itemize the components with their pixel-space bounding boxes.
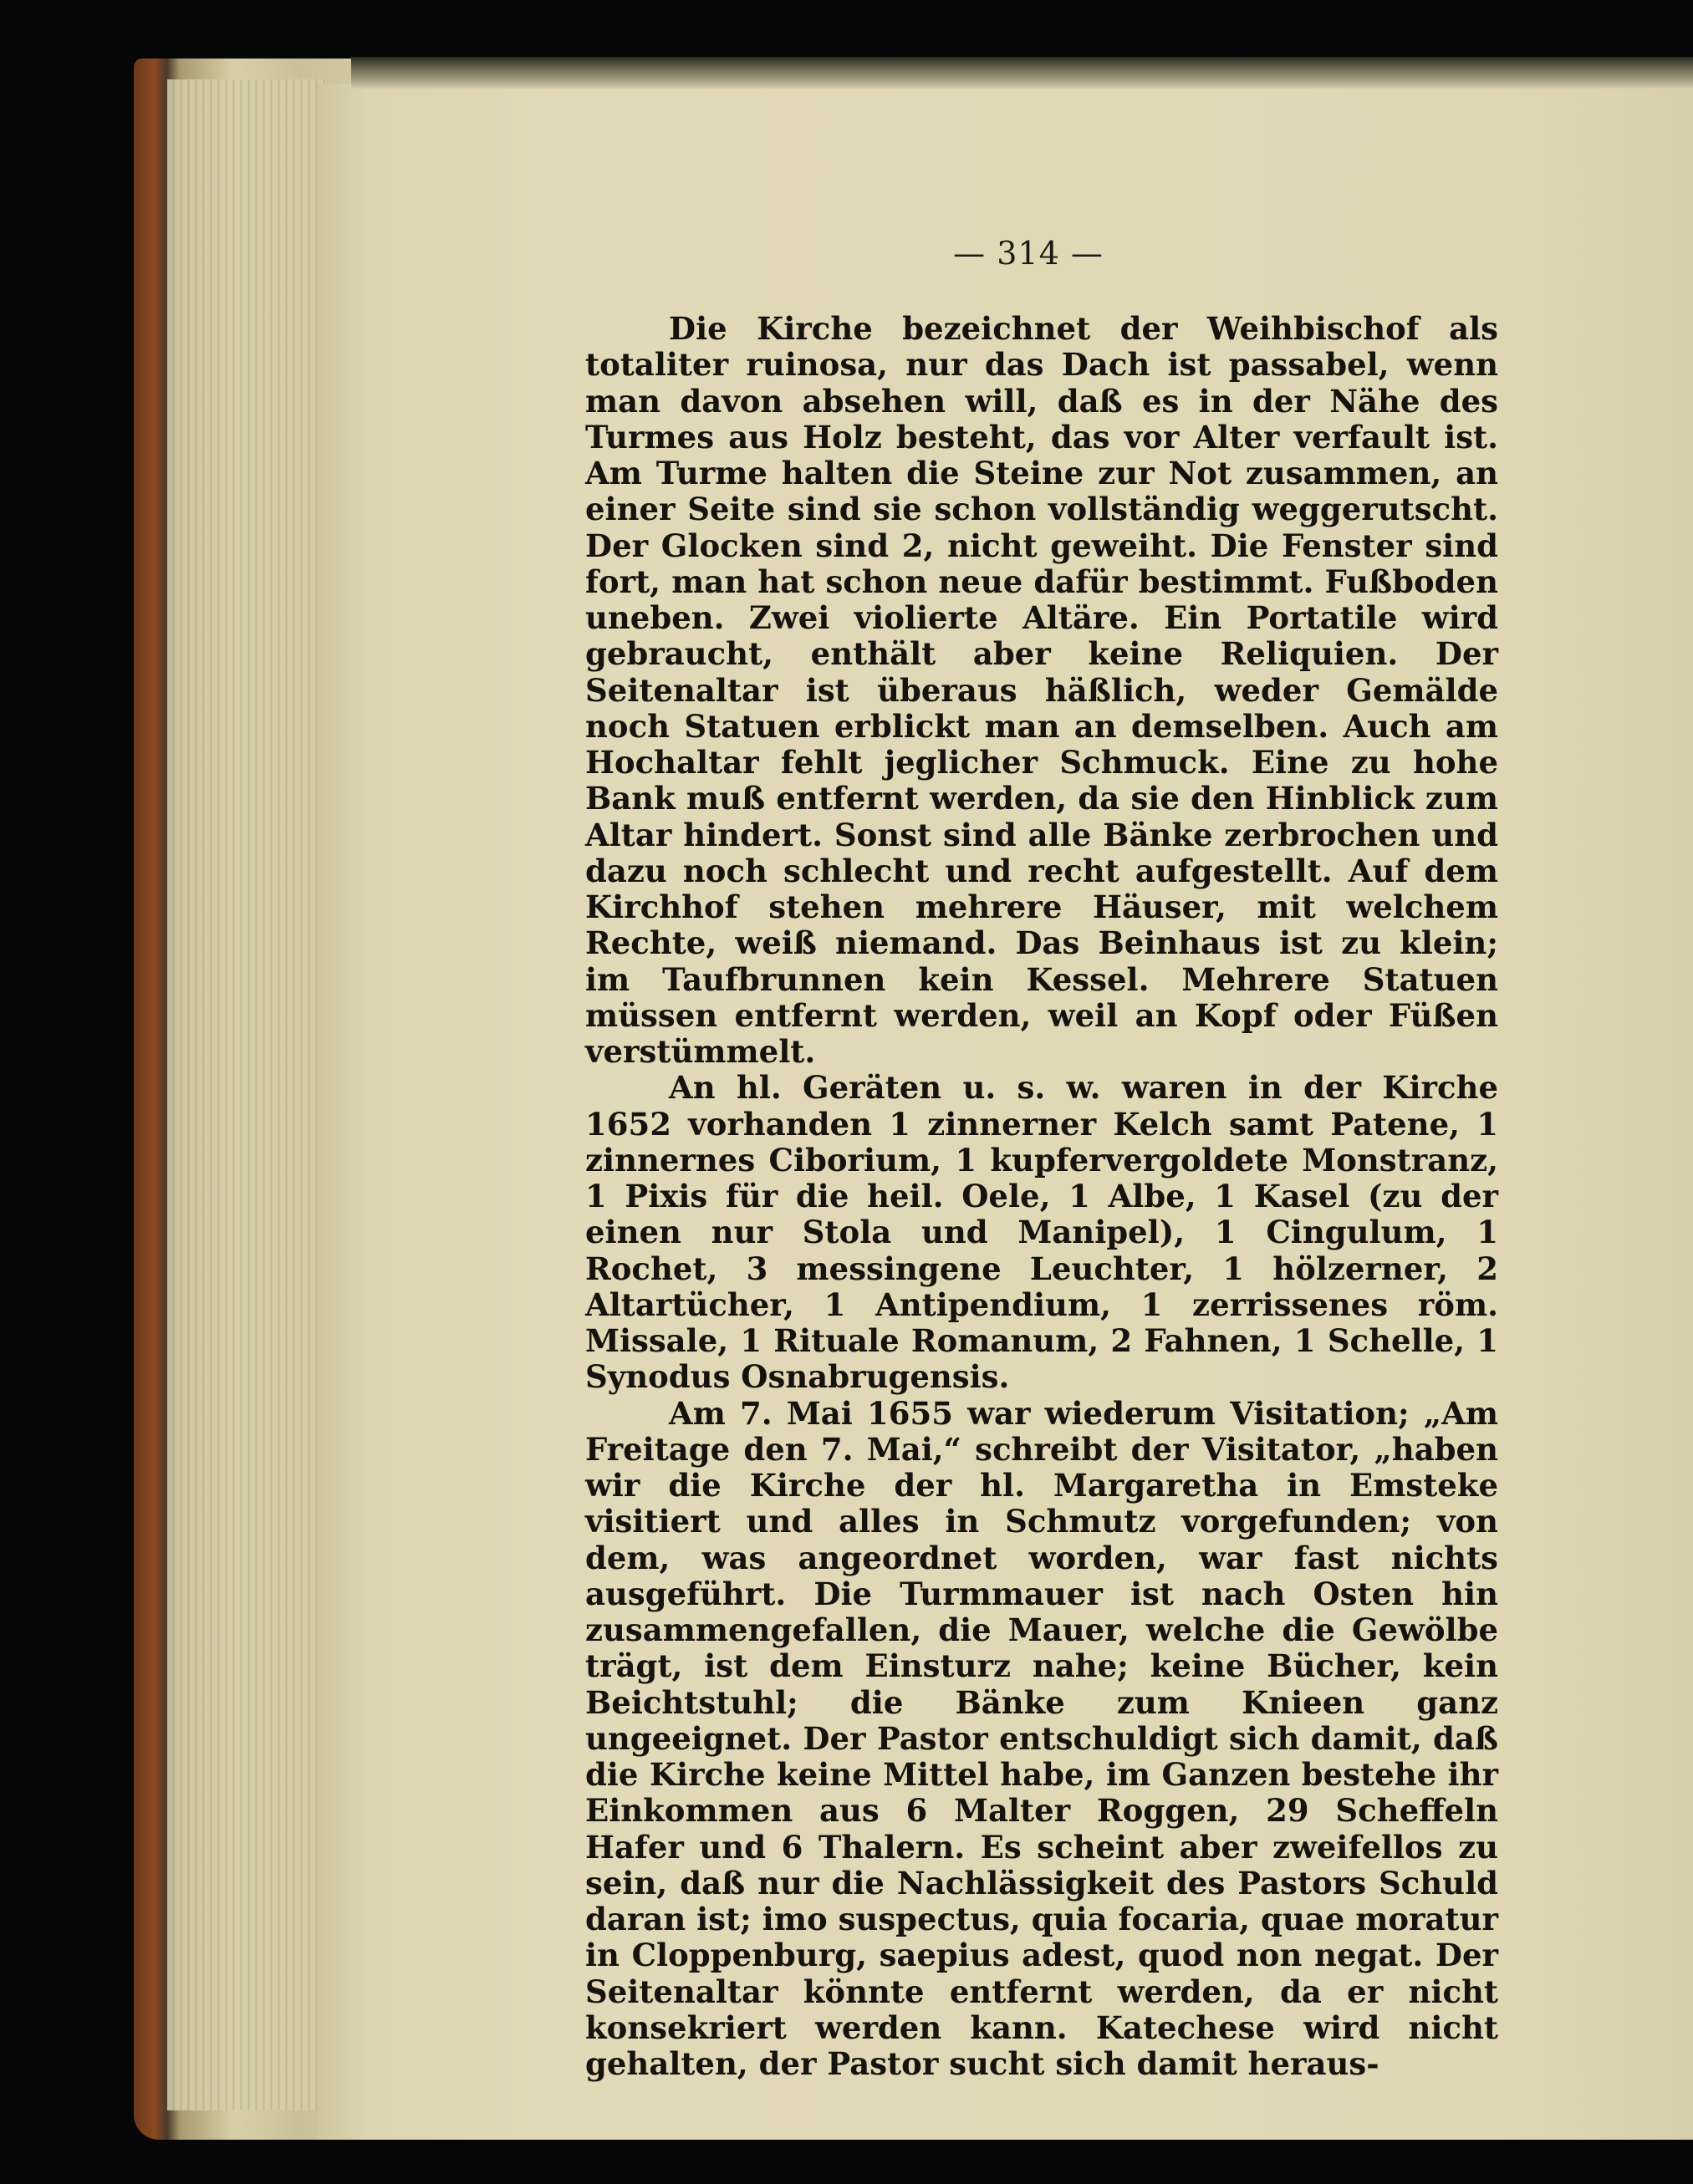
page-stack — [167, 79, 326, 2110]
body-text — [585, 311, 1498, 2082]
paragraph-2: An hl. Geräten u. s. w. waren in der Kirche 1652 vorhanden 1 zinnerner Kelch samt Patene, 1 zinnernes Ciborium, 1 kupfervergoldete Monstranz, 1 Pixis für die heil. Oele, 1 Albe, 1 Kasel (zu der einen nur Stola und Manipel), 1 Cingulum, 1 Rochet, 3 messingene Leuchter, 1 hölzerner, 2 Altartücher, 1 Antipendium, 1 zerrissenes röm. Missale, 1 Rituale Romanum, 2 Fahnen, 1 Schelle, 1 Synodus Osnabrugensis. — [585, 1069, 1498, 1396]
page-number: — 314 — — [953, 235, 1104, 272]
book-top-edge — [351, 57, 1693, 89]
paragraph-3: Am 7. Mai 1655 war wiederum Visitation; „Am Freitage den 7. Mai,“ schreibt der Visitator, „haben wir die Kirche der hl. Margaretha in Emsteke visitiert und alles in Schmutz vorgefunden; von dem, was angeordnet worden, war fast nichts ausgeführt. Die Turmmauer ist nach Osten hin zusammengefallen, die Mauer, welche die Gewölbe trägt, ist dem Einsturz nahe; keine Bücher, kein Beichtstuhl; die Bänke zum Knieen ganz ungeeignet. Der Pastor entschuldigt sich damit, daß die Kirche keine Mittel habe, im Ganzen bestehe ihr Einkommen aus 6 Malter Roggen, 29 Scheffeln Hafer und 6 Thalern. Es scheint aber zweifellos zu sein, daß nur die Nachlässigkeit des Pastors Schuld daran ist; imo suspectus, quia focaria, quae moratur in Cloppenburg, saepius adest, quod non negat. Der Seitenaltar könnte entfernt werden, da er nicht konsekriert werden kann. Katechese wird nicht gehalten, der Pastor sucht sich damit heraus- — [585, 1394, 1498, 2082]
paragraph-1: Die Kirche bezeichnet der Weihbischof als totaliter ruinosa, nur das Dach ist passabel, wenn man davon absehen will, daß es in der Nähe des Turmes aus Holz besteht, das vor Alter verfault ist. Am Turme halten die Steine zur Not zusammen, an einer Seite sind sie schon vollständig weggerutscht. Der Glocken sind 2, nicht geweiht. Die Fenster sind fort, man hat schon neue dafür bestimmt. Fußboden uneben. Zwei violierte Altäre. Ein Portatile wird gebraucht, enthält aber keine Reliquien. Der Seitenaltar ist überaus häßlich, weder Gemälde noch Statuen erblickt man an demselben. Auch am Hochaltar fehlt jeglicher Schmuck. Eine zu hohe Bank muß entfernt werden, da sie den Hinblick zum Altar hindert. Sonst sind alle Bänke zerbrochen und dazu noch schlecht und recht aufgestellt. Auf dem Kirchhof stehen mehrere Häuser, mit welchem Rechte, weiß niemand. Das Beinhaus ist zu klein; im Taufbrunnen kein Kessel. Mehrere Statuen müssen entfernt werden, weil an Kopf oder Füßen verstümmelt. — [585, 310, 1498, 1070]
